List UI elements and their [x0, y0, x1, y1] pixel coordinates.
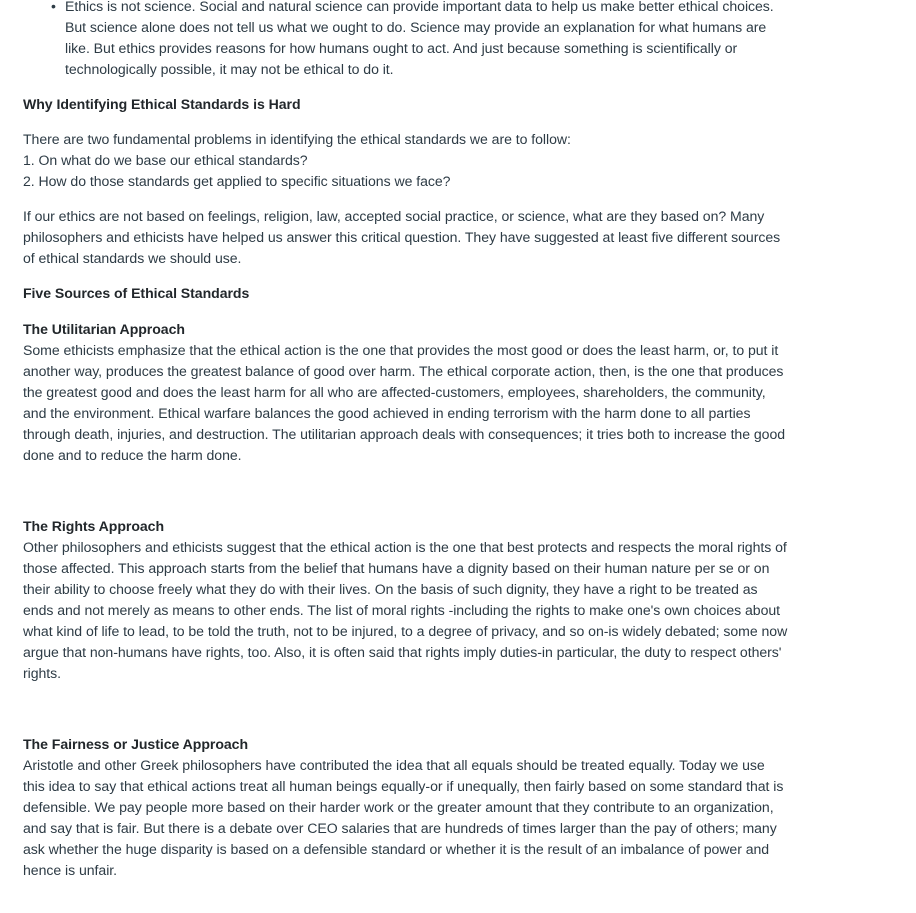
- fairness-text: Aristotle and other Greek philosophers have contributed the idea that all equals should be treated equally. Today we use this idea to say that ethical actions treat all human beings equally-or if unequally, then fairly based on some standard that is defensible. We pay people more based on their harder work or the greater amount that they contribute to an organization, and say that is fair. But there is a debate over CEO salaries that are hundreds of times larger than the pay of others; many ask whether the huge disparity is based on a defensible standard or whether it is the result of an imbalance of power and hence is unfair.: [23, 757, 784, 878]
- sources-paragraph: If our ethics are not based on feelings, religion, law, accepted social practice, or science, what are they based on? Many philosophers and ethicists have helped us answer this critical question. They have suggested at least five different sources of ethical standards we should use.: [23, 208, 781, 266]
- utilitarian-text: Some ethicists emphasize that the ethical action is the one that provides the most good or does the least harm, or, to put it another way, produces the greatest balance of good over harm. The ethical corporate action, then, is the one that produces the greatest good and does the least harm for all who are affected-customers, employees, shareholders, the community, and the environment. Ethical warfare balances the good achieved in ending terrorism with the harm done to all parties through death, injuries, and destruction. The utilitarian approach deals with consequences; it tries both to increase the good done and to reduce the harm done.: [23, 342, 786, 463]
- section-heading-five-sources: Five Sources of Ethical Standards: [23, 285, 250, 301]
- list-item: [51, 0, 788, 80]
- bullet-text: Ethics is not science. Social and natural science can provide important data to help us make better ethical choices. But science alone does not tell us what we ought to do. Science may provide an explanation for what humans are like. But ethics provides reasons for how humans ought to act. And just because something is scientifically or technologically possible, it may not be ethical to do it.: [65, 0, 774, 77]
- bullet-list: [23, 0, 788, 80]
- bullet-marker: •: [51, 0, 56, 14]
- problems-intro: There are two fundamental problems in identifying the ethical standards we are to follow:: [23, 131, 571, 147]
- utilitarian-heading: The Utilitarian Approach: [23, 321, 185, 337]
- problem-item-2: 2. How do those standards get applied to specific situations we face?: [23, 173, 451, 189]
- article-content: [23, 0, 788, 881]
- rights-heading: The Rights Approach: [23, 518, 165, 534]
- problem-item-1: 1. On what do we base our ethical standards?: [23, 152, 308, 168]
- rights-text: Other philosophers and ethicists suggest that the ethical action is the one that best protects and respects the moral rights of those affected. This approach starts from the belief that humans have a dignity based on their human nature per se or on their ability to choose freely what they do with their lives. On the basis of such dignity, they have a right to be treated as ends and not merely as means to other ends. The list of moral rights -including the rights to make one's own choices about what kind of life to lead, to be told the truth, not to be injured, to a degree of privacy, and so on-is widely debated; some now argue that non-humans have rights, too. Also, it is often said that rights imply duties-in particular, the duty to respect others' rights.: [23, 539, 788, 681]
- section-heading-why-hard: Why Identifying Ethical Standards is Hard: [23, 96, 301, 112]
- fairness-heading: The Fairness or Justice Approach: [23, 736, 249, 752]
